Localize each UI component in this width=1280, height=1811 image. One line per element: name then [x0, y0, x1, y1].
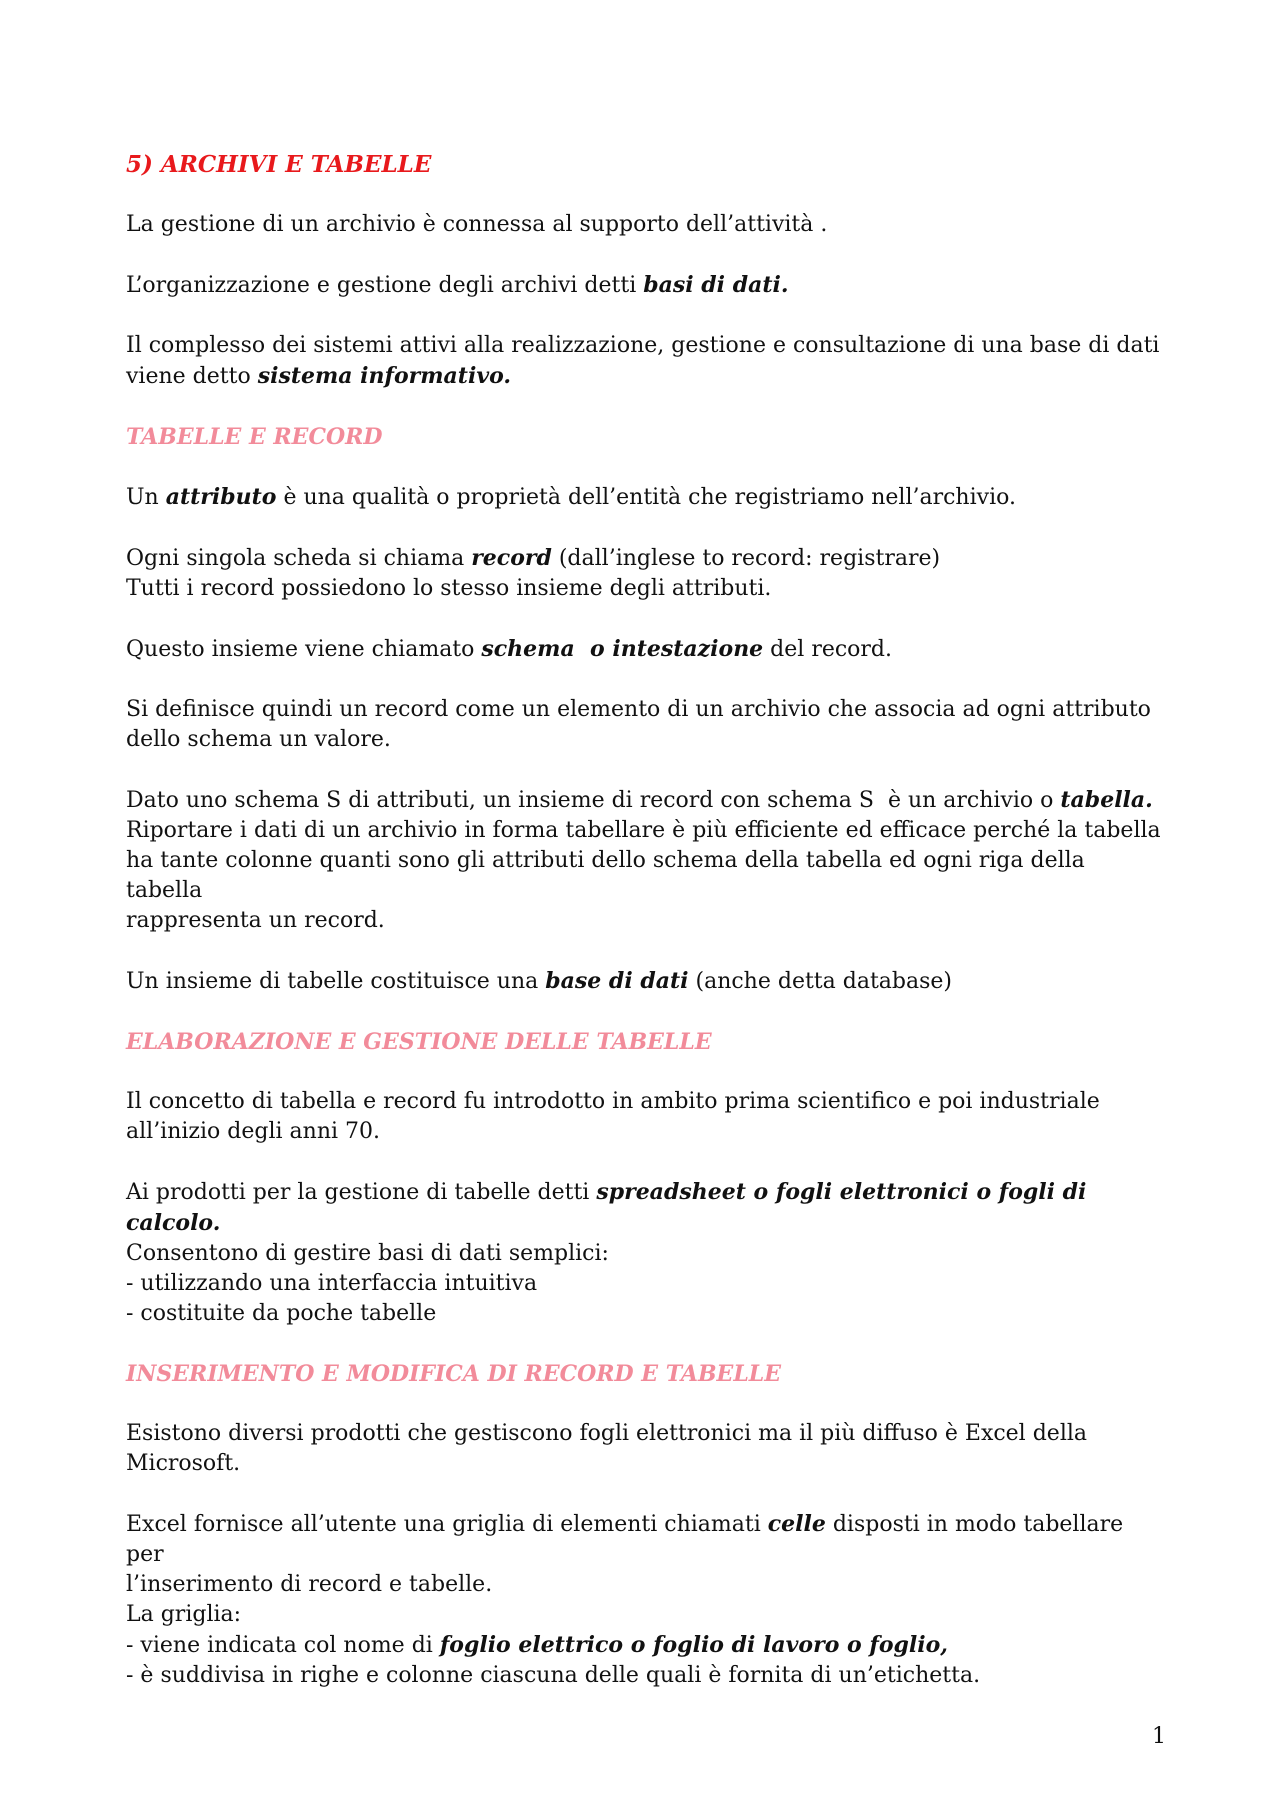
- term-sistema-informativo: sistema informativo.: [257, 363, 512, 389]
- s2-p1-line-2: all’inizio degli anni 70.: [126, 1119, 381, 1144]
- s1-p2-after: (dall’inglese to record: registrare): [551, 546, 941, 571]
- term-basi-di-dati: basi di dati.: [643, 272, 789, 298]
- intro-p1-text: La gestione di un archivio è connessa al supporto dell’attività .: [126, 212, 828, 237]
- s3-p2-line-4: [126, 1630, 1166, 1661]
- s3-p2-before: Excel fornisce all’utente una griglia di elementi chiamati: [126, 1512, 768, 1537]
- section-heading-tabelle-e-record: TABELLE E RECORD: [126, 424, 383, 450]
- s1-p5-line-1: [126, 785, 1166, 816]
- s3-paragraph-2: [126, 1509, 1166, 1691]
- term-schema-intestazione: schema o intestazione: [481, 636, 764, 662]
- intro-p3-text: viene detto: [126, 364, 258, 389]
- s3-p2-line-2: l’inserimento di record e tabelle.: [126, 1572, 493, 1597]
- s1-paragraph-6: [126, 966, 1166, 997]
- s1-p5-line-2: Riportare i dati di un archivio in forma tabellare è più efficiente ed efficace perché la tabella: [126, 818, 1161, 843]
- s1-p5-before: Dato uno schema S di attributi, un insieme di record con schema S è un archivio o: [126, 788, 1061, 813]
- s3-p2-line-4-before: - viene indicata col nome di: [126, 1633, 440, 1658]
- s2-p2-line-1: [126, 1177, 1166, 1239]
- s3-p2-line-3: La griglia:: [126, 1602, 242, 1627]
- intro-paragraph-2: [126, 270, 1166, 301]
- term-attributo: attributo: [165, 484, 277, 510]
- term-celle: celle: [767, 1511, 826, 1537]
- s1-p1-before: Un: [126, 485, 166, 510]
- s3-paragraph-1: [126, 1419, 1166, 1479]
- s1-p4-line-1: Si definisce quindi un record come un elemento di un archivio che associa ad ogni attributo: [126, 697, 1151, 722]
- term-tabella: tabella.: [1060, 787, 1153, 813]
- s1-paragraph-4: [126, 695, 1166, 755]
- s3-p1-line-2: Microsoft.: [126, 1451, 241, 1476]
- term-base-di-dati: base di dati: [545, 968, 689, 994]
- intro-p3-line-2: [126, 361, 1166, 392]
- s3-p1-line-1: Esistono diversi prodotti che gestiscono fogli elettronici ma il più diffuso è Excel della: [126, 1421, 1088, 1446]
- s2-p2-line-2: Consentono di gestire basi di dati semplici:: [126, 1241, 609, 1266]
- s1-p3-before: Questo insieme viene chiamato: [126, 637, 482, 662]
- s1-paragraph-1: [126, 482, 1166, 513]
- s1-p5-line-4: rappresenta un record.: [126, 908, 385, 933]
- s3-p2-line-1: [126, 1509, 1166, 1570]
- term-foglio-elettrico: foglio elettrico o foglio di lavoro o foglio,: [439, 1632, 948, 1658]
- s1-paragraph-3: [126, 634, 1166, 665]
- s1-p2-line-2: Tutti i record possiedono lo stesso insieme degli attributi.: [126, 576, 772, 601]
- s1-paragraph-2: [126, 543, 1166, 604]
- s2-p1-line-1: Il concetto di tabella e record fu introdotto in ambito prima scientifico e poi industriale: [126, 1089, 1100, 1114]
- s1-p5-line-3: ha tante colonne quanti sono gli attributi dello schema della tabella ed ogni riga della tabella: [126, 848, 1085, 903]
- section-heading-elaborazione: ELABORAZIONE E GESTIONE DELLE TABELLE: [126, 1029, 712, 1055]
- s1-p2-line-1: [126, 543, 1166, 574]
- intro-paragraph-3: [126, 331, 1166, 392]
- section-heading-inserimento: INSERIMENTO E MODIFICA DI RECORD E TABELLE: [126, 1361, 782, 1387]
- s2-p2-before: Ai prodotti per la gestione di tabelle detti: [126, 1180, 597, 1205]
- s1-p1-after: è una qualità o proprietà dell’entità che registriamo nell’archivio.: [276, 485, 1016, 510]
- s1-p6-before: Un insieme di tabelle costituisce una: [126, 969, 546, 994]
- intro-p2-text: L’organizzazione e gestione degli archivi detti: [126, 273, 644, 298]
- document-page: [126, 150, 1166, 1721]
- page-number: 1: [1152, 1724, 1166, 1749]
- intro-p3-line-1: Il complesso dei sistemi attivi alla realizzazione, gestione e consultazione di una base di dati: [126, 333, 1160, 358]
- intro-paragraph-1: [126, 210, 1166, 240]
- term-spreadsheet: spreadsheet o fogli elettronici o fogli di calcolo.: [126, 1179, 1087, 1236]
- s3-p2-after: disposti in modo tabellare per: [126, 1512, 1124, 1567]
- term-record: record: [471, 545, 552, 571]
- s2-p2-line-4: - costituite da poche tabelle: [126, 1301, 437, 1326]
- page-title: 5) ARCHIVI E TABELLE: [126, 151, 432, 178]
- s2-p2-line-3: - utilizzando una interfaccia intuitiva: [126, 1271, 538, 1296]
- s2-paragraph-2: [126, 1177, 1166, 1329]
- s2-paragraph-1: [126, 1087, 1166, 1147]
- s1-p2-before: Ogni singola scheda si chiama: [126, 546, 472, 571]
- s1-paragraph-5: [126, 785, 1166, 936]
- s1-p3-after: del record.: [763, 637, 893, 662]
- s1-p6-after: (anche detta database): [688, 969, 953, 994]
- s3-p2-line-5: - è suddivisa in righe e colonne ciascuna delle quali è fornita di un’etichetta.: [126, 1663, 981, 1688]
- s1-p4-line-2: dello schema un valore.: [126, 727, 391, 752]
